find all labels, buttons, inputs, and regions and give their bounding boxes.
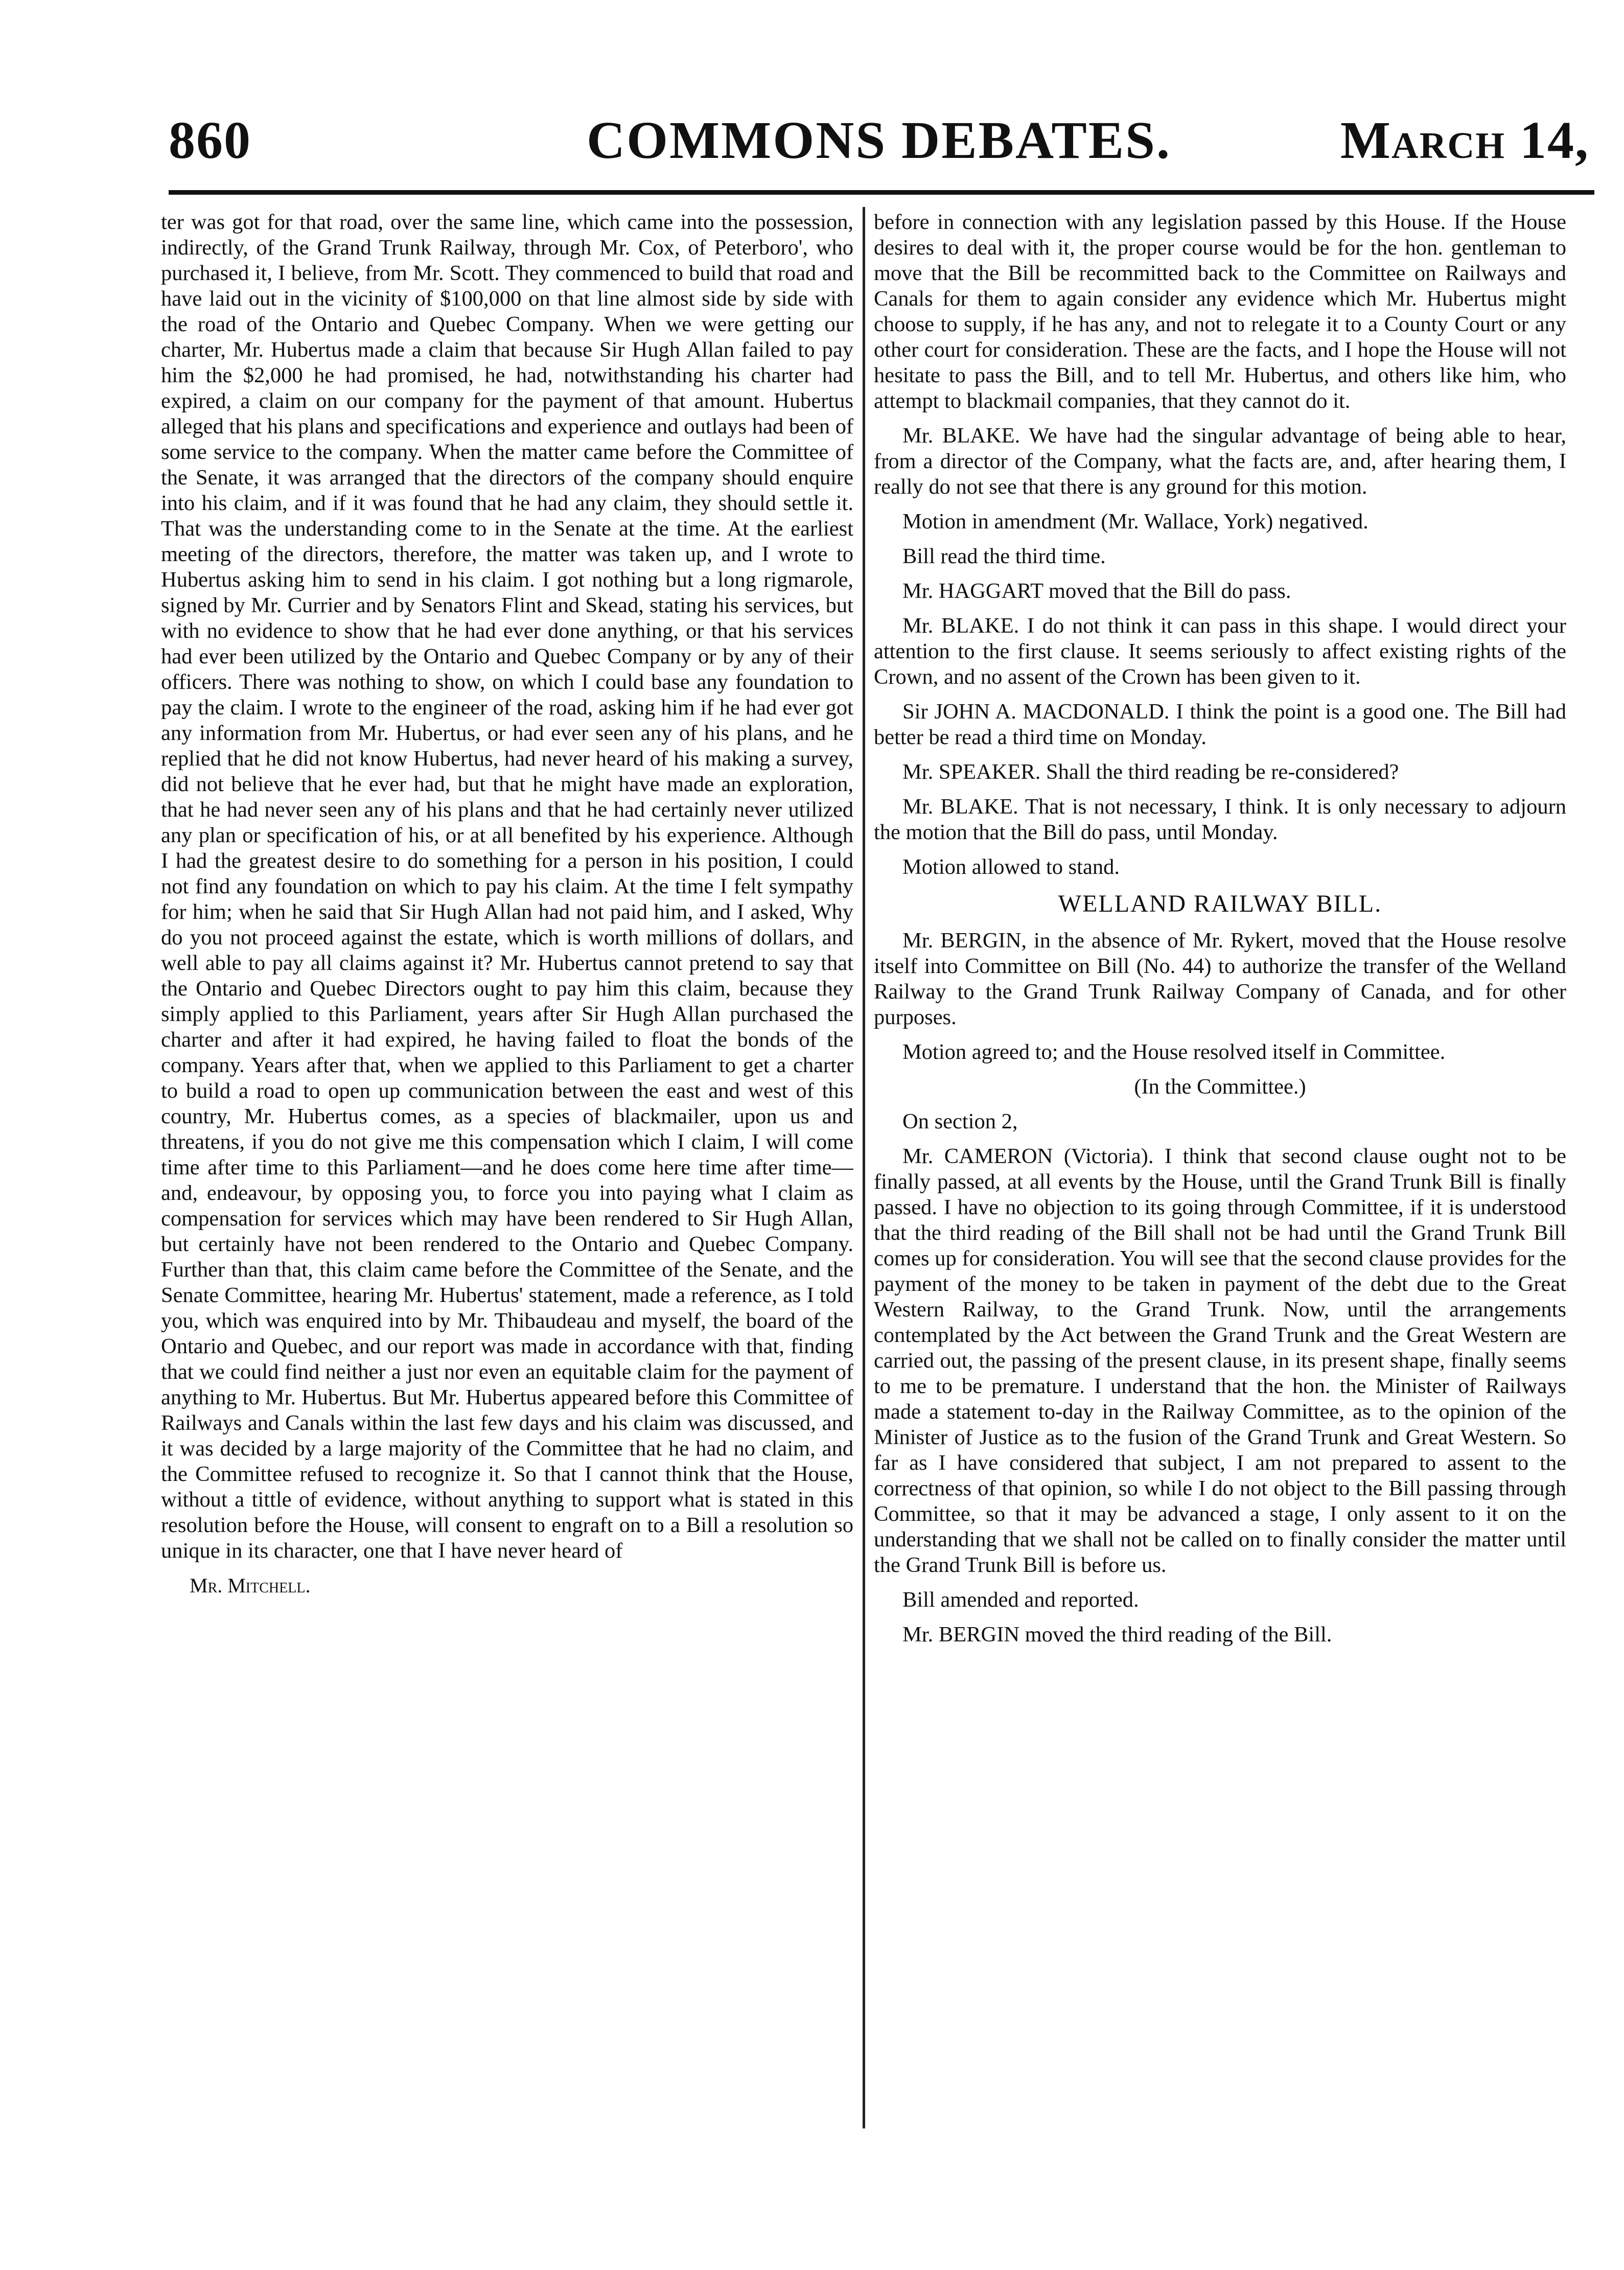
- right-paragraph-10: Motion allowed to stand.: [902, 855, 1120, 879]
- right-paragraph-15: Mr. BERGIN moved the third reading of the Bill.: [902, 1623, 1332, 1647]
- right-paragraph-7: Sir JOHN A. MACDONALD. I think the point is a good one. The Bill had better be read a third time on Monday.: [874, 700, 1566, 749]
- section-heading: WELLAND RAILWAY BILL.: [1058, 890, 1382, 917]
- page-header: [169, 110, 1589, 176]
- column-divider: [863, 207, 865, 2128]
- right-paragraph-1: before in connection with any legislation passed by this House. If the House desires to deal with it, the proper course would be for the hon. gentleman to move that the Bill be recommitted back to the Committee on Railways and Canals for them to again consider any evidence which Mr. Hubertus might choose to supply, if he has any, and not to relegate it to a County Court or any other court for consideration. These are the facts, and I hope the House will not hesitate to pass the Bill, and to tell Mr. Hubertus, and others like him, who attempt to blackmail companies, that they cannot do it.: [874, 210, 1566, 413]
- right-paragraph-14: Bill amended and reported.: [902, 1588, 1139, 1612]
- header-rule: [169, 190, 1594, 195]
- left-column: [161, 210, 853, 2218]
- right-paragraph-9: Mr. BLAKE. That is not necessary, I think. It is only necessary to adjourn the motion that the Bill do pass, until Monday.: [874, 795, 1566, 844]
- speaker-signature: Mr. Mitchell.: [190, 1574, 311, 1597]
- right-paragraph-4: Bill read the third time.: [902, 544, 1106, 568]
- right-paragraph-6: Mr. BLAKE. I do not think it can pass in this shape. I would direct your attention to the first clause. It seems seriously to affect existing rights of the Crown, and no assent of the Crown has been given to it.: [874, 614, 1566, 689]
- right-paragraph-13: Mr. CAMERON (Victoria). I think that second clause ought not to be finally passed, at all events by the House, until the Grand Trunk Bill is finally passed. I have no objection to its going through Committee, if it is understood that the third reading of the Bill shall not be had until the Grand Trunk Bill comes up for consideration. You will see that the second clause provides for the payment of the money to be taken in payment of the debt due to the Great Western Railway, to the Grand Trunk. Now, until the arrangements contemplated by the Act between the Grand Trunk and the Great Western are carried out, the passing of the present clause, in its present shape, finally seems to me to be premature. I understand that the hon. the Minister of Railways made a statement to-day in the Railway Committee, as to the opinion of the Minister of Justice as to the fusion of the Grand Trunk and Great Western. So far as I have considered that subject, I am not prepared to assent to the correctness of that opinion, so while I do not object to the Bill passing through Committee, so that it may be advanced a stage, I only assent to it on the understanding that we shall not be called on to finally consider the matter until the Grand Trunk Bill is before us.: [874, 1144, 1566, 1577]
- right-paragraph-11: Mr. BERGIN, in the absence of Mr. Rykert, moved that the House resolve itself into Committee on Bill (No. 44) to authorize the transfer of the Welland Railway to the Grand Trunk Railway Company of Canada, and for other purposes.: [874, 929, 1566, 1029]
- right-paragraph-12: Motion agreed to; and the House resolved itself in Committee.: [902, 1040, 1446, 1064]
- publication-title: COMMONS DEBATES.: [587, 111, 1171, 170]
- page-number: 860: [169, 111, 251, 170]
- right-paragraph-5: Mr. HAGGART moved that the Bill do pass.: [902, 579, 1291, 603]
- right-paragraph-2: Mr. BLAKE. We have had the singular advantage of being able to hear, from a director of the Company, what the facts are, and, after hearing them, I really do not see that there is any ground for this motion.: [874, 424, 1566, 499]
- right-paragraph-8: Mr. SPEAKER. Shall the third reading be re-considered?: [902, 760, 1399, 784]
- page-date: March 14,: [1340, 111, 1589, 170]
- right-paragraph-3: Motion in amendment (Mr. Wallace, York) negatived.: [902, 509, 1368, 534]
- left-paragraph-1: ter was got for that road, over the same line, which came into the possession, indirectly, of the Grand Trunk Railway, through Mr. Cox, of Peterboro', who purchased it, I believe, from Mr. Scott. They commenced to build that road and have laid out in the vicinity of $100,000 on that line almost side by side with the road of the Ontario and Quebec Company. When we were getting our charter, Mr. Hubertus made a claim that because Sir Hugh Allan failed to pay him the $2,000 he had promised, he had, notwithstanding his charter had expired, a claim on our company for the payment of that amount. Hubertus alleged that his plans and specifications and experience and outlays had been of some service to the company. When the matter came before the Committee of the Senate, it was arranged that the directors of the company should enquire into his claim, and if it was found that he had any claim, they should settle it. That was the understanding come to in the Senate at the time. At the earliest meeting of the directors, therefore, the matter was taken up, and I wrote to Hubertus asking him to send in his claim. I got nothing but a long rigmarole, signed by Mr. Currier and by Senators Flint and Skead, stating his services, but with no evidence to show that he had ever done anything, or that his services had ever been utilized by the Ontario and Quebec Company or by any of their officers. There was nothing to show, on which I could base any foundation to pay the claim. I wrote to the engineer of the road, asking him if he had ever got any information from Mr. Hubertus, or had ever seen any of his plans, and he replied that he did not know Hubertus, had never heard of his making a survey, did not believe that he ever had, but that he might have made an exploration, that he had never seen any of his plans and that he had certainly never utilized any plan or specification of his, or at all benefited by his experience. Although I had the greatest desire to do something for a person in his position, I could not find any foundation on which to pay his claim. At the time I felt sympathy for him; when he said that Sir Hugh Allan had not paid him, and I asked, Why do you not proceed against the estate, which is worth millions of dollars, and well able to pay all claims against it? Mr. Hubertus cannot pretend to say that the Ontario and Quebec Directors ought to pay him this claim, because they simply applied to this Parliament, years after Sir Hugh Allan purchased the charter and after it had expired, he having failed to float the bonds of the company. Years after that, when we applied to this Parliament to get a charter to build a road to open up communication between the east and west of this country, Mr. Hubertus comes, as a species of blackmailer, upon us and threatens, if you do not give me this compensation which I claim, I will come time after time to this Parliament—and he does come here time after time—and, endeavour, by opposing you, to force you into paying what I claim as compensation for services which may have been rendered to Sir Hugh Allan, but certainly have not been rendered to the Ontario and Quebec Company. Further than that, this claim came before the Committee of the Senate, and the Senate Committee, hearing Mr. Hubertus' statement, made a reference, as I told you, which was enquired into by Mr. Thibaudeau and myself, the board of the Ontario and Quebec, and our report was made in accordance with that, finding that we could find neither a just nor even an equitable claim for the payment of anything to Mr. Hubertus. But Mr. Hubertus appeared before this Committee of Railways and Canals within the last few days and his claim was discussed, and it was decided by a large majority of the Committee that he had no claim, and the Committee refused to recognize it. So that I cannot think that the House, without a tittle of evidence, without anything to support what is stated in this resolution before the House, will consent to engraft on to a Bill a resolution so unique in its character, one that I have never heard of: [161, 210, 853, 1563]
- right-column: [874, 210, 1566, 2218]
- section-reference: On section 2,: [902, 1109, 1018, 1133]
- committee-note: (In the Committee.): [1134, 1075, 1306, 1099]
